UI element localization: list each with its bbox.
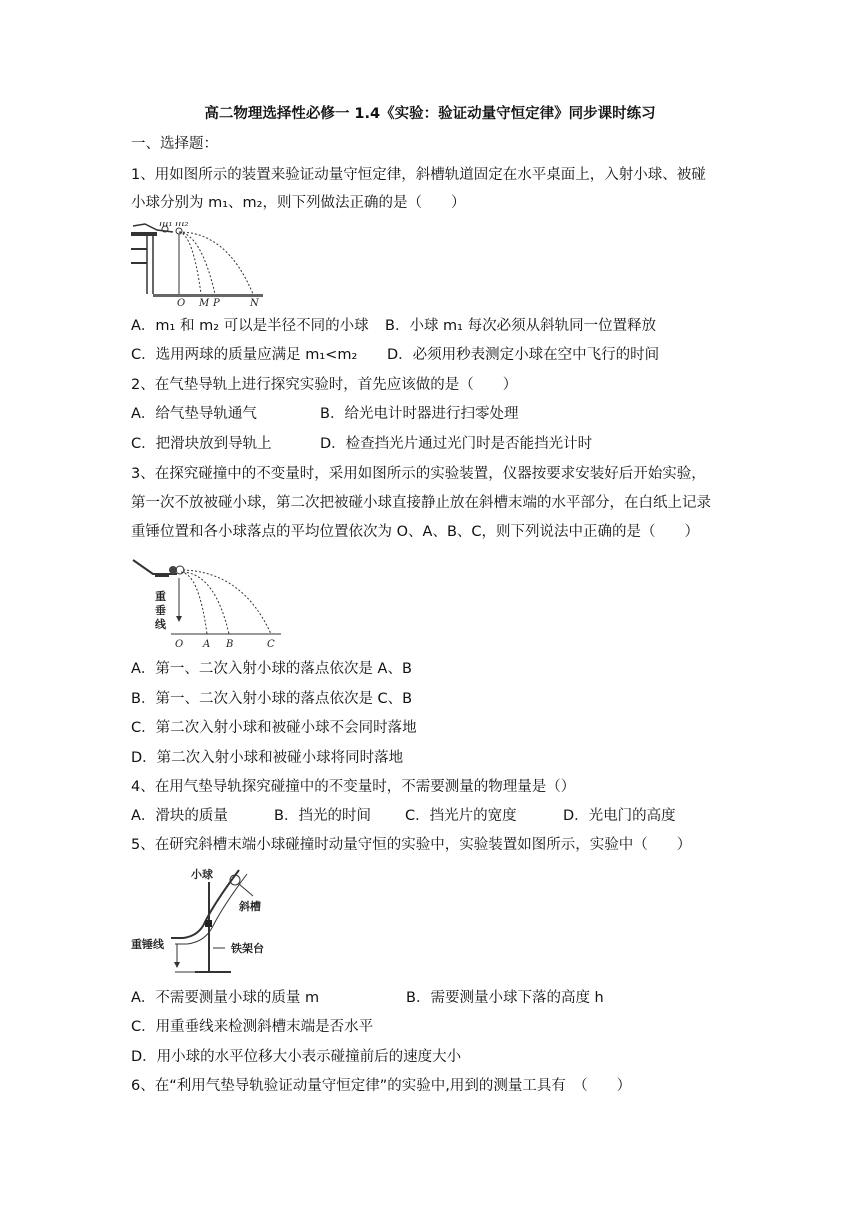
document-title: 高二物理选择性必修一 1.4《实验：验证动量守恒定律》同步课时练习 [204, 106, 656, 122]
q3-stem-line-3: 重锤位置和各小球落点的平均位置依次为 O、A、B、C，则下列说法中正确的是（ ） [131, 524, 700, 540]
q3-figure [131, 554, 283, 650]
q1-figure [131, 222, 266, 308]
q1-stem-line-2: 小球分别为 m₁、m₂，则下列做法正确的是（ ） [131, 195, 466, 211]
q3-fig-label-plumb-1: 重 [155, 590, 166, 603]
q5-fig-label-ball: 小球 [191, 868, 213, 881]
q2-option-d: D．检查挡光片通过光门时是否能挡光计时 [320, 436, 593, 452]
q1-option-b: B．小球 m₁ 每次必须从斜轨同一位置释放 [385, 318, 657, 334]
q5-fig-label-chute: 斜槽 [239, 900, 261, 913]
q5-option-d: D．用小球的水平位移大小表示碰撞前后的速度大小 [131, 1049, 462, 1065]
q1-fig-label-o: O [177, 298, 186, 308]
q5-figure [131, 866, 291, 980]
q3-stem-line-1: 3、在探究碰撞中的不变量时，采用如图所示的实验装置，仪器按要求安装好后开始实验， [131, 466, 706, 482]
q3-option-a: A．第一、二次入射小球的落点依次是 A、B [131, 661, 412, 677]
q3-fig-label-b: B [226, 639, 234, 650]
q2-option-a: A．给气垫导轨通气 [131, 406, 257, 422]
section-heading: 一、选择题： [131, 136, 218, 152]
q2-option-c: C．把滑块放到导轨上 [131, 436, 272, 452]
q1-option-d: D．必须用秒表测定小球在空中飞行的时间 [387, 347, 660, 363]
q1-option-a: A．m₁ 和 m₂ 可以是半径不同的小球 [131, 318, 369, 334]
q3-stem-line-2: 第一次不放被碰小球，第二次把被碰小球直接静止放在斜槽末端的水平部分，在白纸上记录 [131, 495, 711, 511]
q4-option-b: B．挡光的时间 [274, 808, 371, 824]
q5-option-c: C．用重垂线来检测斜槽末端是否水平 [131, 1019, 374, 1035]
q3-option-b: B．第一、二次入射小球的落点依次是 C、B [131, 691, 413, 707]
q5-fig-label-plumb: 重锤线 [131, 938, 164, 951]
q1-option-c: C．选用两球的质量应满足 m₁<m₂ [131, 347, 358, 363]
q1-fig-label-m1: m₁ [159, 222, 173, 229]
q2-option-b: B．给光电计时器进行扫零处理 [320, 406, 519, 422]
q3-fig-label-plumb-2: 垂 [155, 604, 166, 617]
q4-option-d: D．光电门的高度 [563, 808, 676, 824]
q4-option-c: C．挡光片的宽度 [405, 808, 517, 824]
q3-fig-label-c: C [267, 639, 275, 650]
q4-stem: 4、在用气垫导轨探究碰撞中的不变量时，不需要测量的物理量是（） [131, 779, 576, 795]
q3-fig-label-plumb-3: 线 [155, 618, 166, 631]
q3-fig-label-a: A [203, 639, 211, 650]
q1-fig-label-p: P [213, 298, 220, 308]
q5-option-b: B．需要测量小球下落的高度 h [406, 990, 604, 1006]
q1-stem-line-1: 1、用如图所示的装置来验证动量守恒定律，斜槽轨道固定在水平桌面上，入射小球、被碰 [131, 167, 706, 183]
q6-stem: 6、在“利用气垫导轨验证动量守恒定律”的实验中,用到的测量工具有 （ ） [131, 1078, 632, 1094]
q2-stem: 2、在气垫导轨上进行探究实验时，首先应该做的是（ ） [131, 377, 518, 393]
q3-option-d: D．第二次入射小球和被碰小球将同时落地 [131, 750, 404, 766]
q4-option-a: A．滑块的质量 [131, 808, 228, 824]
q5-stem: 5、在研究斜槽末端小球碰撞时动量守恒的实验中，实验装置如图所示，实验中（ ） [131, 837, 692, 853]
q3-option-c: C．第二次入射小球和被碰小球不会同时落地 [131, 720, 417, 736]
q5-fig-label-stand: 铁架台 [231, 942, 264, 955]
q1-fig-label-m: M [199, 298, 210, 308]
q3-fig-label-o: O [175, 639, 184, 650]
q1-fig-label-m2: m₂ [175, 222, 189, 229]
q1-fig-label-n: N [250, 298, 259, 308]
q5-option-a: A．不需要测量小球的质量 m [131, 990, 320, 1006]
